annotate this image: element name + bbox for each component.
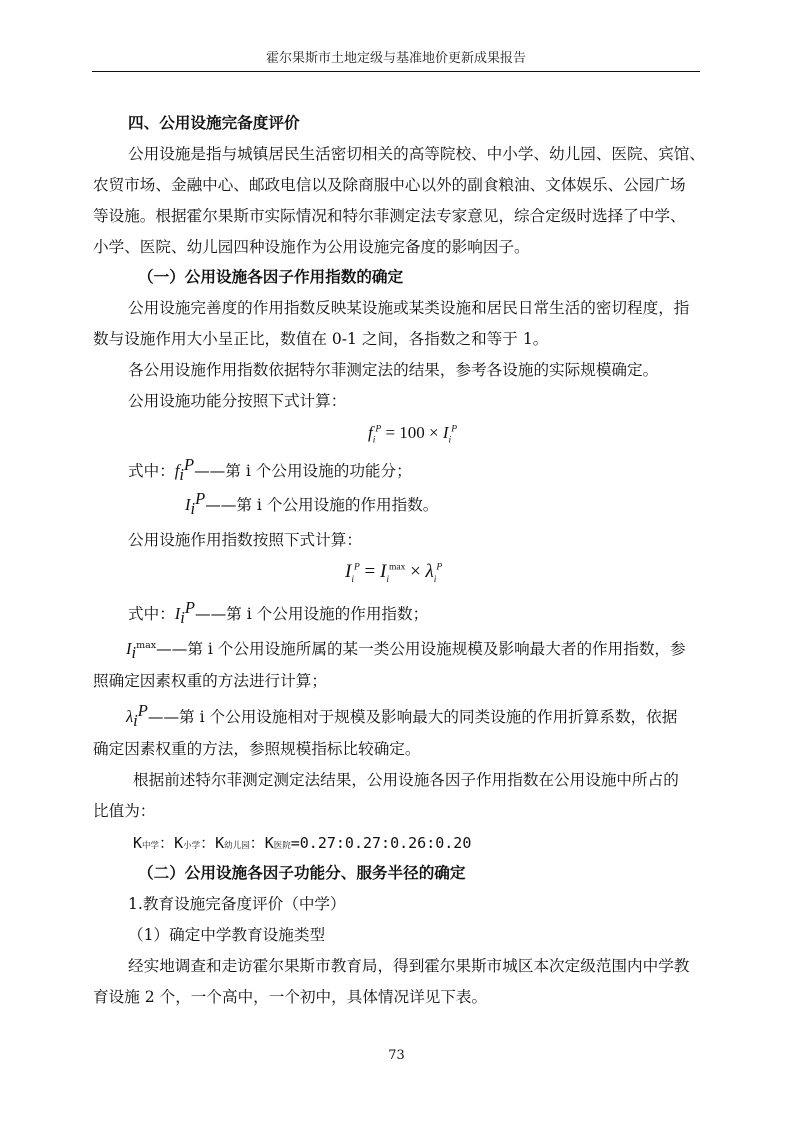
formula-subscript: i	[448, 435, 452, 446]
formula-subscript: i	[433, 574, 437, 585]
definition-symbol: I	[126, 639, 132, 658]
formula-operator: ×	[405, 561, 426, 582]
paragraph-line: 公用设施功能分按照下式计算：	[128, 392, 347, 410]
paragraph-line: 育设施 2 个，一个高中，一个初中，具体情况详见下表。	[93, 988, 488, 1006]
formula-action-index	[345, 561, 442, 583]
formula-superscript: max	[388, 562, 406, 573]
definition-text: ——第 i 个公用设施的功能分；	[194, 462, 412, 480]
formula-function-score	[368, 423, 457, 446]
paragraph-line: 小学、医院、幼儿园四种设施作为公用设施完备度的影响因子。	[93, 238, 530, 256]
ratio-line	[133, 832, 471, 853]
ratio-label: 幼儿园	[224, 841, 250, 851]
section-heading: 四、公用设施完备度评价	[128, 113, 300, 132]
ratio-separator: ：	[249, 834, 265, 852]
paragraph-line: 比值为：	[93, 802, 156, 820]
paragraph-line: 等设施。根据霍尔果斯市实际情况和特尔菲测定法专家意见，综合定级时选择了中学、	[93, 207, 686, 225]
definition-superscript: P	[137, 700, 148, 720]
subsection-heading: （一）公用设施各因子作用指数的确定	[138, 267, 404, 286]
ratio-symbol: K	[133, 834, 143, 852]
formula-subscript: i	[386, 574, 389, 585]
ratio-separator: ：	[200, 834, 216, 852]
paragraph-line: 公用设施是指与城镇居民生活密切相关的高等院校、中小学、幼儿园、医院、宾馆、	[128, 145, 705, 163]
definition-superscript: P	[195, 488, 206, 508]
formula-superscript: P	[375, 424, 382, 435]
ratio-symbol: K	[174, 834, 184, 852]
formula-subscript: i	[372, 435, 376, 446]
ratio-label: 医院	[273, 841, 291, 851]
formula-superscript: P	[451, 424, 457, 435]
definition-line	[128, 597, 429, 628]
definition-subscript: i	[131, 643, 137, 663]
formula-superscript: P	[436, 562, 443, 573]
definition-subscript: i	[190, 499, 196, 519]
definition-superscript: max	[136, 639, 157, 651]
definition-subscript: i	[180, 608, 185, 628]
formula-symbol: I	[380, 561, 387, 582]
formula-equation: =	[359, 561, 380, 582]
ratio-label: 中学	[142, 841, 160, 851]
page-header: 霍尔果斯市土地定级与基准地价更新成果报告	[265, 51, 526, 66]
list-item: 1.教育设施完备度评价（中学）	[128, 895, 346, 913]
paragraph-line: 根据前述特尔菲测定测定法结果，公用设施各因子作用指数在公用设施中所占的	[133, 771, 679, 789]
formula-equation: = 100 ×	[381, 423, 443, 442]
ratio-separator: ：	[159, 834, 175, 852]
paragraph-line: 公用设施作用指数按照下式计算：	[128, 531, 362, 549]
definition-superscript: P	[184, 597, 195, 617]
definition-symbol: f	[174, 461, 180, 480]
formula-superscript: P	[353, 562, 360, 573]
formula-subscript: i	[351, 574, 354, 585]
subsection-heading: （二）公用设施各因子功能分、服务半径的确定	[138, 863, 466, 882]
formula-symbol: I	[345, 561, 352, 582]
paragraph-line: 公用设施完善度的作用指数反映某设施或某类设施和居民日常生活的密切程度，指	[128, 299, 690, 317]
paragraph-line: 经实地调查和走访霍尔果斯市教育局，得到霍尔果斯市城区本次定级范围内中学教	[128, 957, 690, 975]
definition-line: 照确定因素权重的方法进行计算；	[93, 672, 327, 690]
definition-superscript: P	[183, 454, 195, 474]
list-item: （1）确定中学教育设施类型	[128, 926, 326, 944]
page-number: 73	[388, 1048, 405, 1063]
definition-line	[126, 700, 678, 731]
definition-line	[128, 454, 412, 485]
formula-symbol: I	[442, 423, 449, 442]
definition-prefix: 式中：	[128, 605, 175, 623]
definition-subscript: i	[179, 465, 184, 485]
formula-symbol: λ	[425, 561, 434, 582]
paragraph-line: 各公用设施作用指数依据特尔菲测定法的结果，参考各设施的实际规模确定。	[128, 361, 659, 379]
definition-line	[126, 638, 686, 663]
definition-text: ——第 i 个公用设施所属的某一类公用设施规模及影响最大者的作用指数，参	[156, 640, 686, 658]
header-rule	[92, 71, 700, 72]
ratio-label: 小学	[183, 841, 201, 851]
ratio-symbol: K	[264, 834, 274, 852]
definition-subscript: i	[133, 711, 138, 731]
paragraph-line: 农贸市场、金融中心、邮政电信以及除商服中心以外的副食粮油、文体娱乐、公园广场	[93, 176, 686, 194]
definition-line	[185, 488, 439, 519]
definition-text: ——第 i 个公用设施的作用指数；	[194, 605, 429, 623]
definition-symbol: I	[174, 604, 181, 623]
definition-text: ——第 i 个公用设施相对于规模及影响最大的同类设施的作用折算系数，依据	[147, 708, 678, 726]
definition-text: ——第 i 个公用设施的作用指数。	[205, 496, 439, 514]
ratio-values: =0.27:0.27:0.26:0.20	[290, 834, 472, 852]
ratio-symbol: K	[215, 834, 225, 852]
definition-symbol: λ	[126, 707, 134, 726]
definition-line: 确定因素权重的方法，参照规模指标比较确定。	[93, 740, 421, 758]
formula-symbol: f	[368, 423, 373, 442]
paragraph-line: 数与设施作用大小呈正比，数值在 0-1 之间，各指数之和等于 1。	[93, 330, 549, 348]
definition-symbol: I	[185, 495, 191, 514]
definition-prefix: 式中：	[128, 462, 175, 480]
